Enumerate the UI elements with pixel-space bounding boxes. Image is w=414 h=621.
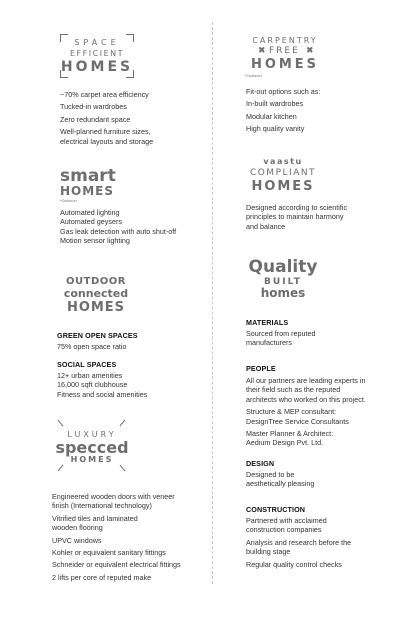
smart-homes-logo	[60, 168, 140, 208]
feature-item: Modular kitchen	[246, 111, 297, 121]
feature-item: Kohler or equivalent sanitary fittings	[52, 548, 166, 558]
logo-text-homes: HOMES	[250, 57, 320, 72]
feature-item: Schneider or equivalent electrical fittings	[52, 560, 181, 570]
logo-text-smart: smart	[60, 166, 116, 186]
logo-text-luxury: LUXURY	[67, 430, 117, 439]
feature-item: architects who worked on this project.	[246, 394, 366, 404]
logo-text-homes: HOMES	[60, 184, 115, 198]
feature-item: Fitness and social amenities	[57, 389, 148, 399]
logo-text-homes: HOMES	[66, 300, 126, 315]
feature-item: Analysis and research before the	[246, 537, 352, 547]
logo-text-outdoor: OUTDOOR	[66, 276, 126, 287]
green-open-spaces-heading: GREEN OPEN SPACES	[57, 331, 138, 340]
logo-text-homes: HOMES	[60, 59, 134, 75]
feature-item: Sourced from reputed	[246, 329, 316, 338]
feature-item: 16,000 sqft clubhouse	[57, 380, 128, 390]
feature-item: building stage	[246, 547, 291, 557]
logo-text-connected: connected	[63, 287, 129, 300]
feature-item: Engineered wooden doors with veneer	[52, 492, 175, 501]
logo-text-quality: Quality	[248, 257, 318, 277]
design-items	[246, 470, 406, 489]
materials-items	[246, 329, 406, 348]
feature-item: 12+ urban amenities	[57, 371, 123, 380]
people-items	[246, 376, 411, 448]
logo-text-homes: HOMES	[70, 455, 114, 464]
space-efficient-logo	[60, 34, 134, 78]
feature-item: Vitrified tiles and laminated	[52, 513, 138, 523]
column-divider	[212, 22, 213, 584]
feature-item: construction companies	[246, 525, 322, 535]
logo-text-vaastu: vaastu	[263, 157, 303, 166]
feature-item: Automated geysers	[60, 217, 122, 227]
logo-text-homes: HOMES	[251, 179, 315, 194]
feature-item: 2 lifts per core of reputed make	[52, 572, 152, 582]
tools-icon: ✖	[258, 46, 266, 56]
vaastu-compliant-features	[246, 203, 406, 231]
feature-item: electrical layouts and storage	[60, 136, 154, 146]
carpentry-free-features	[246, 87, 406, 137]
outdoor-connected-logo	[56, 276, 136, 316]
vaastu-compliant-logo	[245, 157, 321, 197]
feature-item: High quality vanity	[246, 124, 305, 134]
feature-item: Partnered with acclaimed	[246, 516, 327, 525]
logo-text-built: BUILT	[264, 277, 302, 287]
smart-homes-features	[60, 208, 210, 246]
feature-item: Motion sensor lighting	[60, 236, 130, 246]
feature-item: Gas leak detection with auto shut-off	[60, 226, 177, 236]
feature-item: Regular quality control checks	[246, 559, 342, 569]
logo-text-free: FREE	[269, 46, 300, 56]
logo-text-carpentry: CARPENTRY	[252, 36, 318, 45]
social-spaces-heading: SOCIAL SPACES	[57, 360, 117, 369]
design-heading: DESIGN	[246, 459, 275, 468]
feature-item: Well-planned furniture sizes,	[60, 127, 151, 137]
feature-item: DesignTree Service Consultants	[246, 416, 349, 426]
logo-text-space: SPACE	[74, 38, 120, 47]
feature-item: In-built wardrobes	[246, 99, 304, 109]
logo-optional-note: *Optional	[245, 74, 262, 78]
logo-text-specced: specced	[55, 438, 129, 457]
feature-item: Zero redundant space	[60, 114, 131, 124]
feature-item: principles to maintain harmony	[246, 212, 344, 222]
feature-item: Aedium Design Pvt. Ltd.	[246, 438, 324, 448]
feature-item: Fit-out options such as:	[246, 87, 321, 96]
feature-item: Master Planner & Architect:	[246, 429, 334, 439]
logo-text-efficient: EFFICIENT	[70, 49, 124, 58]
feature-item: 75% open space ratio	[57, 342, 127, 351]
people-heading: PEOPLE	[246, 364, 276, 373]
feature-item: manufacturers	[246, 338, 292, 348]
feature-item: Automated lighting	[60, 208, 120, 217]
feature-item: and balance	[246, 221, 286, 231]
feature-item: wooden flooring	[52, 523, 103, 533]
logo-text-compliant: COMPLIANT	[249, 168, 317, 178]
feature-item: Structure & MEP consultant:	[246, 407, 337, 417]
luxury-specced-features	[52, 492, 210, 585]
feature-item: their field such as the reputed	[246, 385, 341, 395]
feature-item: All our partners are leading experts in	[246, 376, 366, 385]
green-open-spaces-items	[57, 342, 207, 351]
feature-item: Tucked-in wardrobes	[60, 102, 127, 112]
materials-heading: MATERIALS	[246, 318, 289, 327]
luxury-specced-logo	[50, 418, 134, 474]
tools-icon: ✖	[306, 46, 314, 56]
construction-items	[246, 516, 411, 572]
construction-heading: CONSTRUCTION	[246, 505, 306, 514]
feature-item: ~70% carpet area efficiency	[60, 90, 149, 99]
space-efficient-features	[60, 90, 210, 146]
feature-item: Designed according to scientific	[246, 203, 348, 212]
feature-item: aesthetically pleasing	[246, 479, 315, 489]
feature-item: Designed to be	[246, 470, 295, 479]
carpentry-free-logo	[245, 36, 325, 82]
feature-item: UPVC windows	[52, 535, 102, 545]
logo-optional-note: *Optional	[60, 199, 77, 203]
quality-built-logo	[245, 258, 321, 304]
feature-item: finish (International technology)	[52, 501, 152, 511]
logo-text-homes: homes	[260, 286, 306, 300]
social-spaces-items	[57, 371, 207, 399]
